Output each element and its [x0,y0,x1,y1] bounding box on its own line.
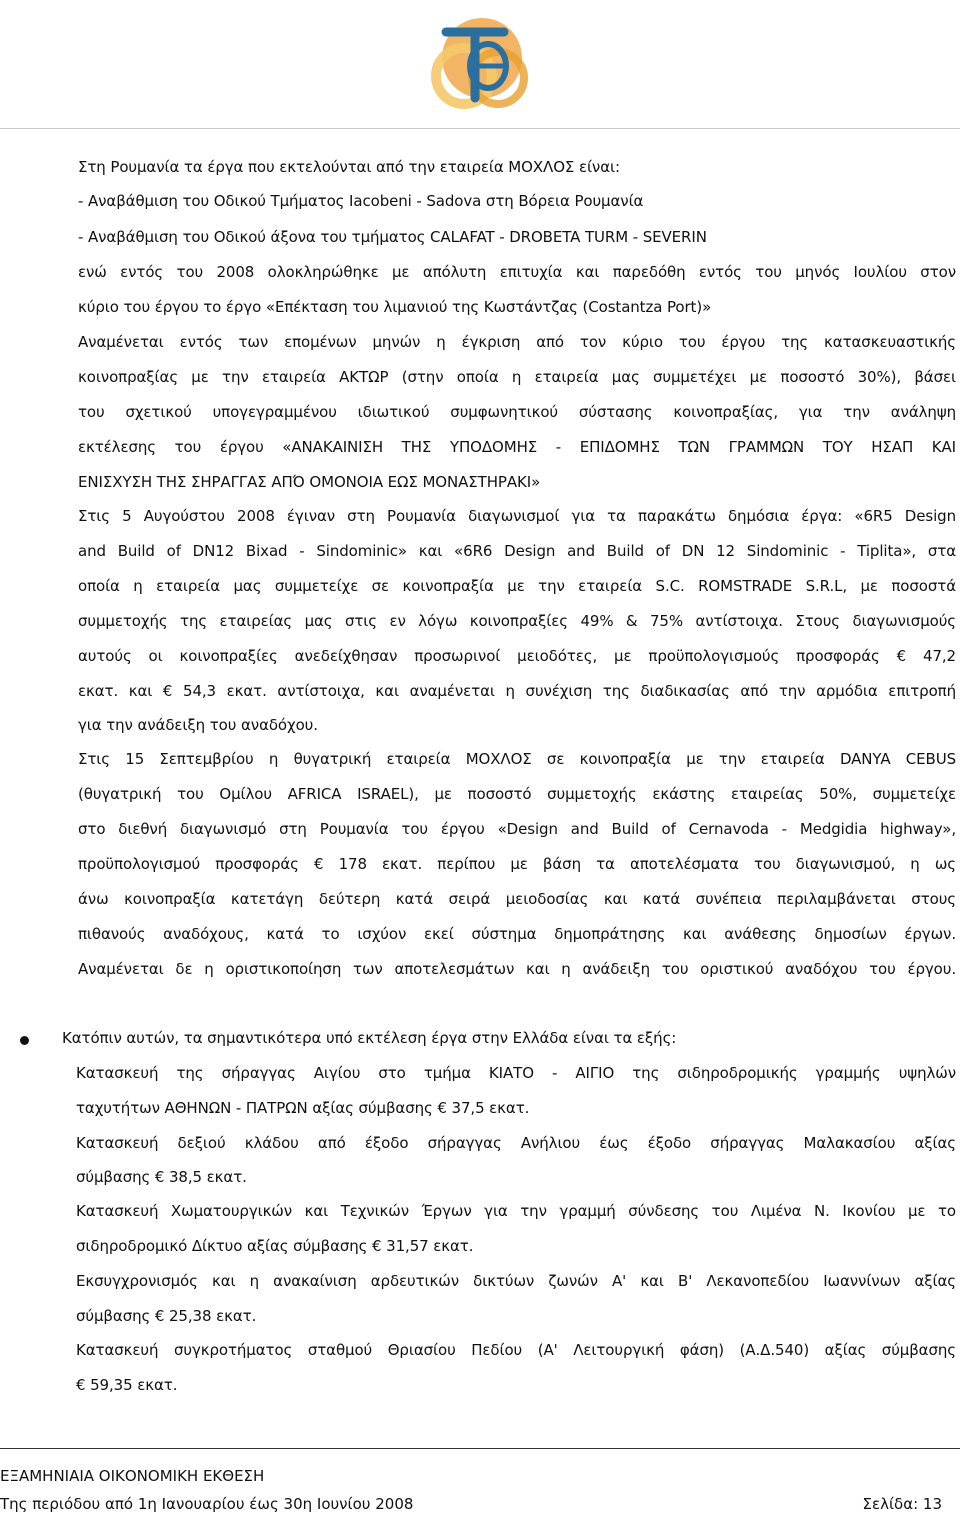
text-line: ΕΝΙΣΧΥΣΗ ΤΗΣ ΣΗΡΑΓΓΑΣ ΑΠΌ ΟΜΟΝΟΙΑ ΕΩΣ ΜΟΝΑΣΤΗΡΑΚΙ» [78,473,541,491]
list-item: - Αναβάθμιση του Οδικού άξονα του τμήματος CALAFAT - DROBETA TURM - SEVERIN [78,228,707,246]
project-line: Κατασκευή δεξιού κλάδου από έξοδο σήραγγας Ανήλιου έως έξοδο σήραγγας Μαλακασίου αξίας [76,1134,956,1152]
bullet-icon [20,1036,29,1045]
text-line: αυτούς οι κοινοπραξίες ανεδείχθησαν προσωρινοί μειοδότες, με προϋπολογισμούς προσφοράς € 47,2 [78,647,956,665]
text-line: Αναμένεται εντός των επομένων μηνών η έγκριση από τον κύριο του έργου της κατασκευαστικής [78,333,956,351]
text-line: ενώ εντός του 2008 ολοκληρώθηκε με απόλυτη επιτυχία και παρεδόθη εντός του μηνός Ιουλίου στον [78,263,956,281]
company-logo [428,6,532,112]
list-item: - Αναβάθμιση του Οδικού Τμήματος Iacobeni - Sadova στη Βόρεια Ρουμανία [78,192,644,210]
text-line: συμμετοχής της εταιρείας μας στις εν λόγω κοινοπραξίες 49% & 75% αντίστοιχα. Στους διαγωνισμούς [78,612,956,630]
project-line: σιδηροδρομικό Δίκτυο αξίας σύμβασης € 31,57 εκατ. [76,1237,474,1255]
project-line: Κατασκευή Χωματουργικών και Τεχνικών Έργων για την γραμμή σύνδεσης του Λιμένα Ν. Ικονίου με το [76,1202,956,1220]
project-line: Κατασκευή συγκροτήματος σταθμού Θριασίου Πεδίου (Α' Λειτουργική φάση) (Α.Δ.540) αξίας σύμβασης [76,1341,956,1359]
text-line: Στη Ρουμανία τα έργα που εκτελούνται από την εταιρεία ΜΟΧΛΟΣ είναι: [78,158,620,176]
text-line: στο διεθνή διαγωνισμό στη Ρουμανία του έργου «Design and Build of Cernavoda - Medgidia highway», [78,820,956,838]
text-line: Στις 15 Σεπτεμβρίου η θυγατρική εταιρεία ΜΟΧΛΟΣ σε κοινοπραξία με την εταιρεία DANYA CEBUS [78,750,956,768]
project-line: Εκσυγχρονισμός και η ανακαίνιση αρδευτικών δικτύων ζωνών Α' και Β' Λεκανοπεδίου Ιωαννίνων αξίας [76,1272,956,1290]
text-line: εκατ. και € 54,3 εκατ. αντίστοιχα, και αναμένεται η συνέχιση της διαδικασίας από την αρμόδια επιτροπή [78,682,956,700]
project-line: σύμβασης € 25,38 εκατ. [76,1307,257,1325]
text-line: and Build of DN12 Bixad - Sindominic» και «6R6 Design and Build of DN 12 Sindominic - Tiplita», στα [78,542,956,560]
text-line: άνω κοινοπραξία κατετάγη δεύτερη κατά σειρά μειοδοσίας και κατά συνέπεια περιλαμβάνεται στους [78,890,956,908]
text-line: Αναμένεται δε η οριστικοποίηση των αποτελεσμάτων και η ανάδειξη του οριστικού αναδόχου του έργου. [78,960,956,978]
project-line: σύμβασης € 38,5 εκατ. [76,1168,247,1186]
text-line: για την ανάδειξη του αναδόχου. [78,716,318,734]
page-number: Σελίδα: 13 [862,1495,942,1513]
text-line: προϋπολογισμού προσφοράς € 178 εκατ. περίπου με βάση τα αποτελέσματα του διαγωνισμού, η ως [78,855,956,873]
header-rule [0,128,960,129]
text-line: πιθανούς αναδόχους, κατά το ισχύον εκεί σύστημα δημοπράτησης και ανάθεσης δημοσίων έργων. [78,925,956,943]
text-line: κύριο του έργου το έργο «Επέκταση του λιμανιού της Κωστάντζας (Costantza Port)» [78,298,712,316]
footer-rule [0,1448,960,1449]
text-line: Κατόπιν αυτών, τα σημαντικότερα υπό εκτέλεση έργα στην Ελλάδα είναι τα εξής: [62,1029,677,1047]
text-line: οποία η εταιρεία μας συμμετείχε σε κοινοπραξία με την εταιρεία S.C. ROMSTRADE S.R.L, με ποσοστά [78,577,956,595]
project-line: ταχυτήτων ΑΘΗΝΩΝ - ΠΑΤΡΩΝ αξίας σύμβασης € 37,5 εκατ. [76,1099,530,1117]
project-line: € 59,35 εκατ. [76,1376,178,1394]
footer-period: Της περιόδου από 1η Ιανουαρίου έως 30η Ιουνίου 2008 [0,1495,414,1513]
text-line: εκτέλεσης του έργου «ΑΝΑΚΑΙΝΙΣΗ ΤΗΣ ΥΠΟΔΟΜΗΣ - ΕΠΙΔΟΜΗΣ ΤΩΝ ΓΡΑΜΜΩΝ ΤΟΥ ΗΣΑΠ ΚΑΙ [78,438,956,456]
text-line: του σχετικού υπογεγραμμένου ιδιωτικού συμφωνητικού σύστασης κοινοπραξίας, για την ανάληψη [78,403,956,421]
text-line: (θυγατρική του Ομίλου AFRICA ISRAEL), με ποσοστό συμμετοχής εκάστης εταιρείας 50%, συμμετείχε [78,785,956,803]
footer-report-title: ΕΞΑΜΗΝΙΑΙΑ ΟΙΚΟΝΟΜΙΚΗ ΕΚΘΕΣΗ [0,1467,265,1485]
text-line: κοινοπραξίας με την εταιρεία ΑΚΤΩΡ (στην οποία η εταιρεία μας συμμετέχει με ποσοστό 30%), βάσει [78,368,956,386]
text-line: Στις 5 Αυγούστου 2008 έγιναν στη Ρουμανία διαγωνισμοί για τα παρακάτω δημόσια έργα: «6R5 Design [78,507,956,525]
project-line: Κατασκευή της σήραγγας Αιγίου στο τμήμα ΚΙΑΤΟ - ΑΙΓΙΟ της σιδηροδρομικής γραμμής υψηλών [76,1064,956,1082]
